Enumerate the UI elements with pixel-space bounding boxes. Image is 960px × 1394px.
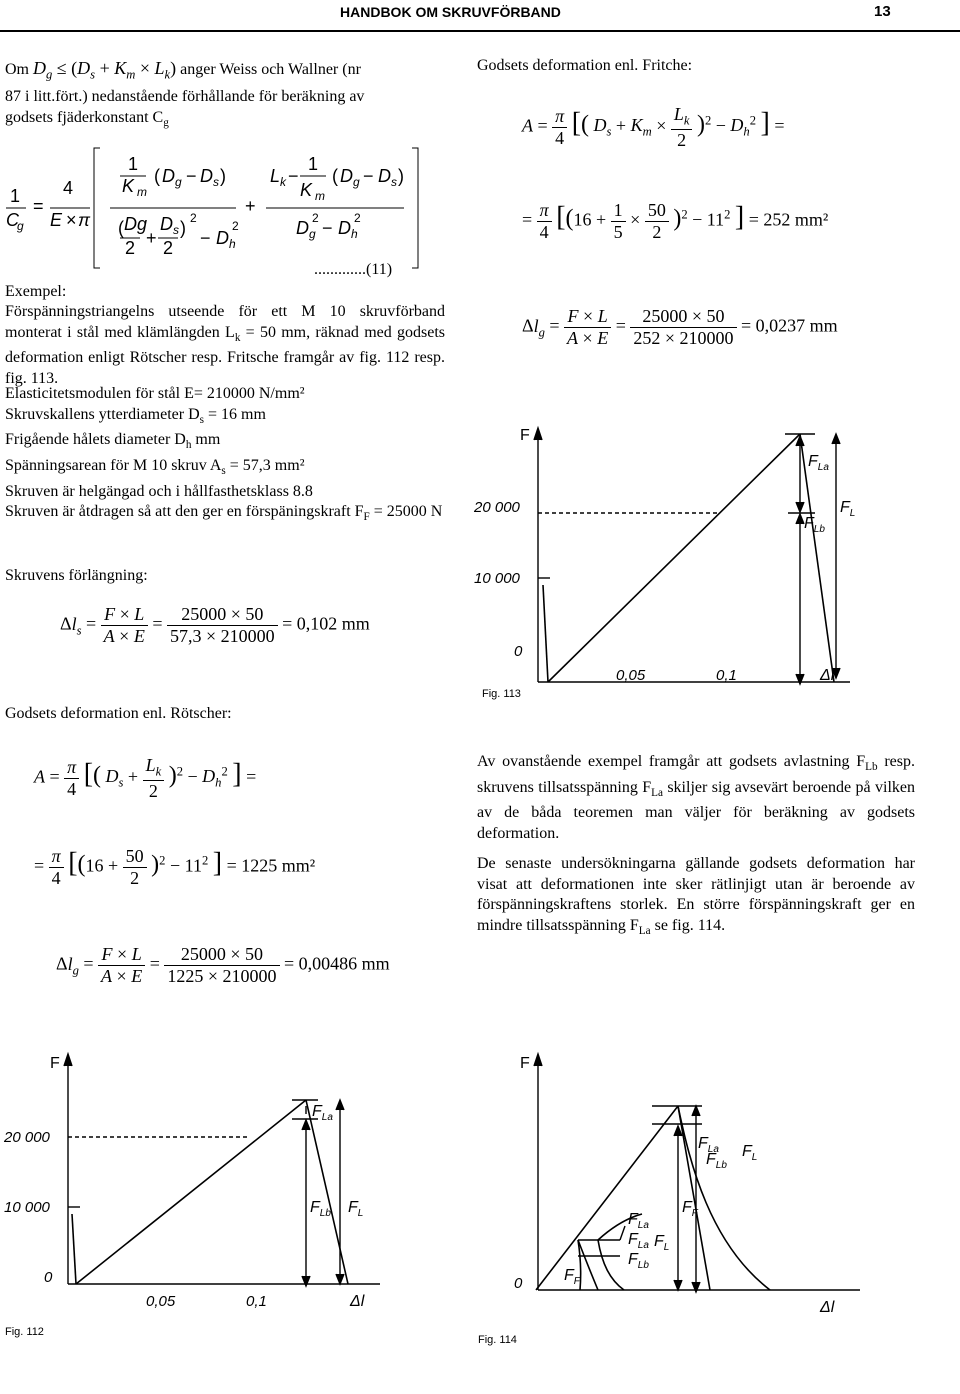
svg-text:−: − xyxy=(186,166,197,186)
header-rule xyxy=(0,30,960,32)
fig113-y-tick-10000: 10 000 xyxy=(474,570,520,587)
fig112-x-tick-005: 0,05 xyxy=(146,1293,176,1310)
svg-text:E: E xyxy=(50,210,63,230)
svg-text:D: D xyxy=(162,166,175,186)
fig114-label-fla: $F_{La}$ xyxy=(698,1135,719,1155)
equation-11 xyxy=(0,140,440,275)
conclusion-paragraph-2: De senaste undersökningarna gällande godsets deformation har visat att deformationen inte sker rätlinjigt utan är beroende av förspänningskraftens storlek. En större förspänningskraft ger en mindre tillsatsspänning $F_{La}$ se fig. 114. xyxy=(477,855,915,937)
svg-text:D: D xyxy=(160,214,173,234)
svg-text:2: 2 xyxy=(190,211,197,225)
svg-text:(: ( xyxy=(118,218,124,238)
svg-text:−: − xyxy=(322,218,333,238)
svg-text:D: D xyxy=(296,218,309,238)
fig112-label-fl: $F_L$ xyxy=(348,1199,364,1219)
fig114-caption: Fig. 114 xyxy=(478,1334,517,1346)
svg-text:1: 1 xyxy=(308,154,319,174)
svg-text:2: 2 xyxy=(125,238,136,258)
preload-paragraph: Skruven är åtdragen så att den ger en förspäningskraft $F_F = 25000$ N xyxy=(5,503,443,524)
fritsche-heading: Godsets deformation enl. Fritche: xyxy=(477,57,693,74)
svg-text:1: 1 xyxy=(128,154,139,174)
svg-text:g: g xyxy=(17,219,24,233)
svg-text:C: C xyxy=(6,210,19,230)
fig113-y-tick-0: 0 xyxy=(514,643,523,660)
fig114-label-fla-2: $F_{La}$ xyxy=(628,1211,649,1231)
svg-text:h: h xyxy=(229,237,236,251)
running-header: HANDBOK OM SKRUVFÖRBAND xyxy=(340,4,561,20)
fig114-label-fl-2: $F_L$ xyxy=(654,1233,670,1253)
svg-text:−: − xyxy=(363,166,374,186)
svg-text:2: 2 xyxy=(312,211,319,225)
fig114-label-fl: $F_L$ xyxy=(742,1143,758,1163)
fritsche-area-numeric: = $\frac{\pi}{4}$ [(16 + $\frac{1}{5}$ × $\frac{50}{2}$ )$^2 - 11^2$ ] = 252 mm² xyxy=(522,200,829,242)
svg-text:1: 1 xyxy=(10,186,21,206)
fig112-label-flb: $F_{Lb}$ xyxy=(310,1199,331,1219)
svg-text:L: L xyxy=(270,166,281,186)
fig112-y-tick-10000: 10 000 xyxy=(4,1199,50,1216)
svg-text:2: 2 xyxy=(354,211,361,225)
fig114-y-tick-0: 0 xyxy=(514,1275,523,1292)
fig113-label-fla: $F_{La}$ xyxy=(808,453,829,473)
rotscher-deformation-formula: $\Delta l_g$ = $\frac{F \times L}{A \times E}$ = $\frac{25000 \times 50}{1225 \times 210000}$ = 0,00486 mm xyxy=(56,944,390,986)
svg-text:−: − xyxy=(200,228,211,248)
svg-text:×: × xyxy=(66,210,77,230)
fig113-caption: Fig. 113 xyxy=(482,688,521,700)
fig113-y-tick-20000: 20 000 xyxy=(474,499,520,516)
fig113-y-label: F xyxy=(520,427,530,444)
elongation-heading: Skruvens förlängning: xyxy=(5,567,148,584)
fig113-label-fl: $F_L$ xyxy=(840,499,856,519)
intro-line-3: godsets fjäderkonstant $C_g$ xyxy=(5,109,169,130)
example-heading: Exempel: xyxy=(5,283,67,300)
svg-text:+: + xyxy=(146,228,157,248)
svg-text:D: D xyxy=(378,166,391,186)
fig114-label-flb-2: $F_{Lb}$ xyxy=(628,1251,649,1271)
svg-text:s: s xyxy=(391,175,397,189)
rotscher-area-numeric: = $\frac{\pi}{4}$ [(16 + $\frac{50}{2}$ )$^2 - 11^2$ ] = 1225 mm² xyxy=(34,846,316,888)
rotscher-heading: Godsets deformation enl. Rötscher: xyxy=(5,705,232,722)
svg-text:Dg: Dg xyxy=(124,214,148,234)
svg-text:s: s xyxy=(213,175,219,189)
fig114-x-label: Δl xyxy=(820,1299,835,1316)
fig113-label-flb: $F_{Lb}$ xyxy=(804,515,825,535)
svg-text:D: D xyxy=(340,166,353,186)
fig112-y-label: F xyxy=(50,1055,60,1072)
fig112-label-fla: $F_{La}$ xyxy=(312,1103,333,1123)
svg-text:D: D xyxy=(216,228,229,248)
svg-text:D: D xyxy=(200,166,213,186)
fig113-x-tick-005: 0,05 xyxy=(616,667,646,684)
svg-text:2: 2 xyxy=(163,238,174,258)
given-values: Elasticitetsmodulen för stål E= 210000 N/mm² Skruvskallens ytterdiameter $D_s = 16$ mm Frigående hålets diameter $D_h$ mm Spänningsarean för M 10 skruv $A_s = 57,3$ mm² Skruven är helgängad och i hållfasthetsklass 8.8 xyxy=(5,385,313,500)
svg-text:): ) xyxy=(220,166,226,186)
fritsche-deformation-formula: $\Delta l_g$ = $\frac{F \times L}{A \times E}$ = $\frac{25000 \times 50}{252 \times 210000}$ = 0,0237 mm xyxy=(522,306,838,348)
intro-line-1: Om $D_g \le (D_s + K_m \times L_k)$ anger Weiss och Wallner (nr xyxy=(5,58,361,82)
svg-text:−: − xyxy=(288,166,299,186)
fig112-y-tick-20000: 20 000 xyxy=(4,1129,50,1146)
figure-112 xyxy=(0,1044,440,1354)
svg-text:m: m xyxy=(137,185,147,199)
figure-114 xyxy=(470,1044,910,1334)
fritsche-area-formula: A = $\frac{\pi}{4}$ [( $D_s + K_m$ × $\frac{L_k}{2}$ )$^2 - D_h^2$ ] = xyxy=(522,104,785,150)
svg-text:g: g xyxy=(309,227,316,241)
fig114-y-label: F xyxy=(520,1055,530,1072)
fig112-y-tick-0: 0 xyxy=(44,1269,53,1286)
fig113-x-label: Δl xyxy=(820,667,835,684)
fig112-x-tick-01: 0,1 xyxy=(246,1293,267,1310)
rotscher-area-formula: A = $\frac{\pi}{4}$ [( $D_s$ + $\frac{L_k}{2}$ )$^2 - D_h^2$ ] = xyxy=(34,755,257,801)
intro-line-2: 87 i litt.fört.) nedanstående förhållande för beräkning av xyxy=(5,88,365,105)
svg-text:K: K xyxy=(300,180,313,200)
svg-text:D: D xyxy=(338,218,351,238)
svg-text:k: k xyxy=(280,175,286,189)
fig112-x-label: Δl xyxy=(350,1293,365,1310)
svg-text:g: g xyxy=(175,175,182,189)
svg-text:s: s xyxy=(173,223,179,237)
fig114-label-fla-3: $F_{La}$ xyxy=(628,1231,649,1251)
fig114-label-ff-2: $F_F$ xyxy=(564,1267,580,1287)
svg-text:=: = xyxy=(33,196,44,216)
svg-text:h: h xyxy=(351,227,358,241)
equation-11-number: .............(11) xyxy=(314,261,393,278)
conclusion-paragraph-1: Av ovanstående exempel framgår att godsets avlastning $F_{Lb}$ resp. skruvens tillsatsspänning $F_{La}$ skiljer sig avsevärt beroende på vilken av de båda teoremen man väljer för beräkning av godsets deformation. xyxy=(477,753,915,842)
svg-text:g: g xyxy=(353,175,360,189)
bolt-elongation-formula: $\Delta l_s$ = $\frac{F \times L}{A \times E}$ = $\frac{25000 \times 50}{57,3 \times 210000}$ = 0,102 mm xyxy=(60,604,370,646)
svg-text:π: π xyxy=(78,210,91,230)
example-paragraph: Förspänningstriangelns utseende för ett M 10 skruvförband monterat i stål med klämlängden $L_k = 50$ mm, räknad med godsets deformation enligt Rötscher resp. Fritsche framgår av fig. 112 resp. fig. 113. xyxy=(5,303,445,387)
fig112-caption: Fig. 112 xyxy=(5,1326,44,1338)
svg-text:(: ( xyxy=(332,166,338,186)
fig114-label-flb: $F_{Lb}$ xyxy=(706,1151,727,1171)
svg-text:+: + xyxy=(245,196,256,216)
figure-113 xyxy=(470,420,870,710)
svg-text:m: m xyxy=(315,189,325,203)
fig113-x-tick-01: 0,1 xyxy=(716,667,737,684)
svg-text:(: ( xyxy=(154,166,160,186)
svg-text:K: K xyxy=(122,176,135,196)
svg-text:): ) xyxy=(398,166,404,186)
svg-text:2: 2 xyxy=(232,219,239,233)
svg-text:4: 4 xyxy=(63,178,74,198)
page-number: 13 xyxy=(874,3,891,20)
svg-text:): ) xyxy=(180,218,186,238)
fig114-label-ff: $F_F$ xyxy=(682,1199,698,1219)
